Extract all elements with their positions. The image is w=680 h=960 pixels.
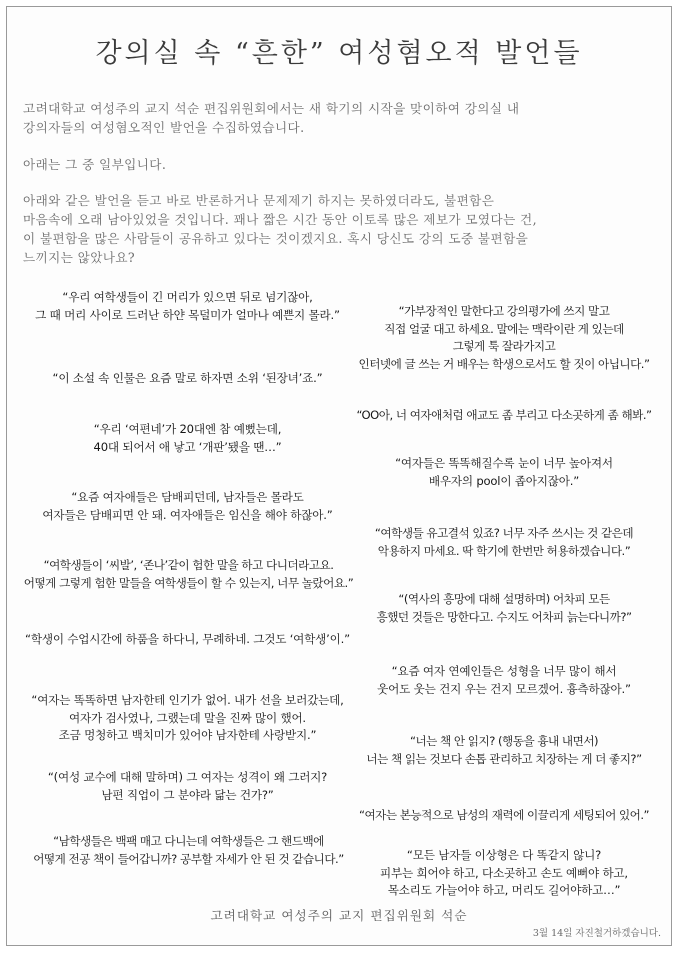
quote-left-2 — [15, 370, 360, 388]
quote-line: “이 소설 속 인물은 요즘 말로 하자면 소위 ‘된장녀’죠.” — [52, 371, 323, 385]
quote-left-5 — [11, 557, 366, 592]
quote-line: “여자는 본능적으로 남성의 재력에 이끌리게 세팅되어 있어.” — [358, 808, 650, 822]
quote-line: “학생이 수업시간에 하품을 하다니, 무례하네. 그것도 ‘여학생’이.” — [25, 632, 350, 646]
quote-left-8 — [15, 769, 360, 804]
quote-left-3 — [15, 421, 360, 456]
quote-right-7 — [341, 733, 667, 768]
quote-line: 목소리도 가늘어야 하고, 머리도 길어야하고…” — [387, 883, 621, 897]
quote-line: 너는 책 읽는 것보다 손톱 관리하고 치장하는 게 더 좋지?” — [366, 751, 642, 766]
quote-right-8 — [341, 807, 667, 825]
quote-left-4 — [15, 489, 360, 524]
quote-line: “여자들은 똑똑해질수록 눈이 너무 높아져서 — [395, 456, 613, 470]
quote-line: “(여성 교수에 대해 말하며) 그 여자는 성격이 왜 그러지? — [47, 770, 328, 784]
body-line: 아래와 같은 발언을 듣고 바로 반론하거나 문제제기 하지는 못하였더라도, 불편함은 — [23, 193, 495, 208]
sub-line: 아래는 그 중 일부입니다. — [23, 157, 167, 172]
quote-right-3 — [341, 455, 667, 490]
quote-left-7 — [15, 692, 360, 745]
quote-line: 여자들은 담배피면 안 돼. 여자애들은 임신을 해야 하잖아.” — [42, 507, 333, 522]
quote-line: “OO아, 너 여자애처럼 애교도 좀 부리고 다소곳하게 좀 해봐.” — [356, 408, 652, 422]
quote-line: 40대 되어서 애 낳고 ‘개판’됐을 땐…” — [93, 439, 282, 454]
quote-line: 악용하지 마세요. 딱 학기에 한번만 허용하겠습니다.” — [377, 543, 631, 558]
quote-line: 어떻게 그렇게 험한 말들을 여학생들이 할 수 있는지, 너무 놀랐어요.” — [23, 575, 354, 590]
quote-line: 피부는 희어야 하고, 다소곳하고 손도 예뻐야 하고, — [380, 865, 628, 880]
quote-right-4 — [341, 525, 667, 560]
quote-line: “너는 책 안 읽지? (행동을 흉내 내면서) — [409, 734, 599, 748]
intro-paragraph — [23, 99, 663, 137]
body-paragraph — [23, 191, 663, 267]
quote-line: 어떻게 전공 책이 들어갑니까? 공부할 자세가 안 된 것 같습니다.” — [33, 851, 344, 866]
footer-credit: 고려대학교 여성주의 교지 편집위원회 석순 — [210, 908, 468, 923]
body-line: 마음속에 오래 남아있었을 것입니다. 꽤나 짧은 시간 동안 이토록 많은 제보가 모였다는 건, — [23, 212, 538, 227]
quote-line: “가부장적인 말한다고 강의평가에 쓰지 말고 — [398, 304, 610, 318]
poster — [6, 6, 672, 946]
quote-line: “여학생들이 ‘씨발’, ‘존나’같이 험한 말을 하고 다니더라고요. — [43, 558, 334, 572]
quote-line: “모든 남자들 이상형은 다 똑같지 않니? — [406, 848, 602, 862]
quote-line: “우리 ‘여편네’가 20대엔 참 예뻤는데, — [93, 422, 282, 436]
quote-line: “우리 여학생들이 긴 머리가 있으면 뒤로 넘기잖아, — [62, 290, 313, 304]
quote-line: 남편 직업이 그 분야라 닮는 건가?” — [101, 787, 274, 802]
quote-right-5 — [341, 591, 667, 626]
quote-line: 배우자의 pool이 좁아지잖아.” — [428, 473, 580, 488]
quote-line: 웃어도 웃는 건지 우는 건지 모르겠어. 흉측하잖아.” — [377, 681, 631, 696]
quote-left-6 — [15, 631, 360, 649]
intro-line: 고려대학교 여성주의 교지 석순 편집위원회에서는 새 학기의 시작을 맞이하여 강의실 내 — [23, 101, 520, 116]
page-title: 강의실 속 “흔한” 여성혐오적 발언들 — [95, 38, 583, 69]
quote-line: 직접 얼굴 대고 하세요. 말에는 맥락이란 게 있는데 — [384, 321, 624, 336]
quote-line: 인터넷에 글 쓰는 거 배우는 학생으로서도 할 짓이 아닙니다.” — [358, 356, 650, 371]
body-line: 느끼지는 않았나요? — [23, 250, 136, 265]
quote-line: “(역사의 흥망에 대해 설명하며) 어차피 모든 — [398, 592, 610, 606]
quote-line: “요즘 여자애들은 담배피던데, 남자들은 몰라도 — [71, 490, 304, 504]
quote-line: “여자는 똑똑하면 남자한테 인기가 없어. 내가 선을 보러갔는데, — [31, 693, 344, 707]
intro-line: 강의자들의 여성혐오적인 발언을 수집하였습니다. — [23, 120, 305, 135]
sub-paragraph — [23, 155, 663, 174]
quote-right-6 — [341, 663, 667, 698]
quote-line: “남학생들은 백팩 매고 다니는데 여학생들은 그 핸드백에 — [53, 834, 324, 848]
quote-right-2 — [341, 407, 667, 425]
quote-line: 그 때 머리 사이로 드러난 하얀 목덜미가 얼마나 예쁜지 몰라.” — [35, 307, 340, 322]
quote-line: 흥했던 것들은 망한다고. 수지도 어차피 늙는다니까?” — [376, 609, 632, 624]
body-line: 이 불편함을 많은 사람들이 공유하고 있다는 것이겠지요. 혹시 당신도 강의 도중 불편함을 — [23, 231, 529, 246]
removal-notice: 3월 14일 자진철거하겠습니다. — [532, 928, 661, 939]
quote-line: “요즘 여자 연예인들은 성형을 너무 많이 해서 — [391, 664, 617, 678]
quote-left-1 — [15, 289, 360, 324]
quote-right-1 — [341, 303, 667, 373]
quote-line: 그렇게 툭 잘라가지고 — [452, 339, 556, 353]
quote-line: 조금 멍청하고 백치미가 있어야 남자한테 사랑받지.” — [58, 728, 317, 742]
quote-left-9 — [11, 833, 366, 868]
quote-right-9 — [341, 847, 667, 900]
quote-line: 여자가 검사였나, 그랬는데 말을 진짜 많이 했어. — [69, 710, 306, 725]
quote-line: “여학생들 유고결석 있죠? 너무 자주 쓰시는 것 같은데 — [374, 526, 634, 540]
